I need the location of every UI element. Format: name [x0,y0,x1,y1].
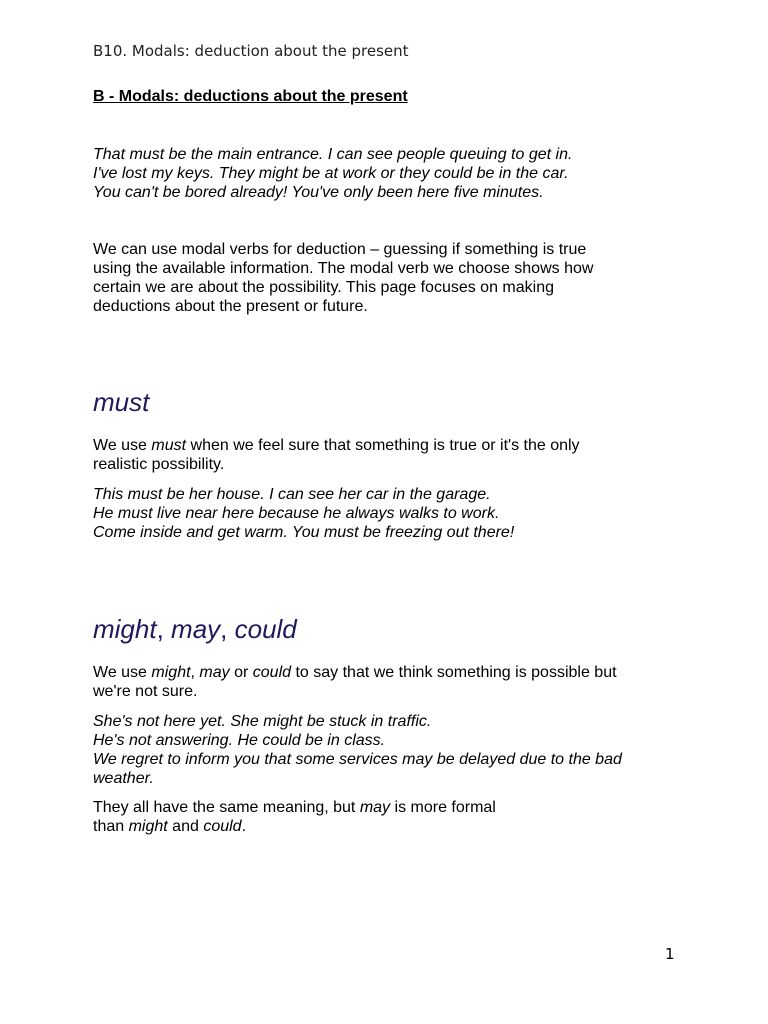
example-line: He's not answering. He could be in class. [93,732,386,749]
note-line [93,798,683,817]
might-may-could-note [93,798,683,836]
might-may-could-examples [93,712,683,788]
paragraph-line: using the available information. The modal verb we choose shows how [93,260,594,277]
text: to say that we think something is possible but [291,664,617,681]
must-examples [93,485,683,542]
paragraph-line: certain we are about the possibility. This page focuses on making [93,279,554,296]
paragraph-line: deductions about the present or future. [93,298,368,315]
note-line [93,817,683,836]
example-line: I've lost my keys. They might be at work or they could be in the car. [93,165,569,182]
page-number: 1 [665,945,675,963]
example-line: That must be the main entrance. I can see people queuing to get in. [93,146,573,163]
explanation-line: realistic possibility. [93,456,225,473]
text: and [167,818,204,835]
modal-term: must [151,437,187,454]
heading-term: could [234,614,297,644]
modal-term: could [203,818,242,835]
explanation-line [93,663,683,682]
example-line: He must live near here because he always walks to work. [93,505,500,522]
must-heading: must [93,387,150,417]
text: when we feel sure that something is true or it's the only [186,437,580,454]
text: . [241,818,247,835]
text: or [229,664,253,681]
heading-sep: , [220,614,235,644]
modal-term: might [128,818,168,835]
text: is more formal [390,799,496,816]
text: than [93,818,129,835]
example-line: We regret to inform you that some services may be delayed due to the bad [93,751,622,768]
example-line: weather. [93,770,154,787]
modal-term: might [151,664,191,681]
section-title: B - Modals: deductions about the present [93,88,408,105]
might-may-could-explanation [93,663,683,701]
example-line: You can't be bored already! You've only been here five minutes. [93,184,544,201]
heading-sep: , [156,614,172,644]
explanation-line: we're not sure. [93,683,198,700]
heading-term: may [171,614,221,644]
text: They all have the same meaning, but [93,799,360,816]
must-explanation [93,436,683,474]
paragraph-line: We can use modal verbs for deduction – guessing if something is true [93,241,587,258]
intro-examples [93,145,683,202]
explanation-line [93,436,683,455]
document-header: B10. Modals: deduction about the present [93,42,409,60]
text: We use [93,664,152,681]
modal-term: may [199,664,230,681]
might-may-could-heading [93,614,297,645]
modal-term: could [252,664,292,681]
example-line: She's not here yet. She might be stuck in traffic. [93,713,432,730]
text: , [190,664,200,681]
example-line: Come inside and get warm. You must be freezing out there! [93,524,515,541]
example-line: This must be her house. I can see her car in the garage. [93,486,491,503]
text: We use [93,437,152,454]
modal-term: may [359,799,391,816]
heading-term: might [93,614,157,644]
intro-paragraph [93,240,683,316]
